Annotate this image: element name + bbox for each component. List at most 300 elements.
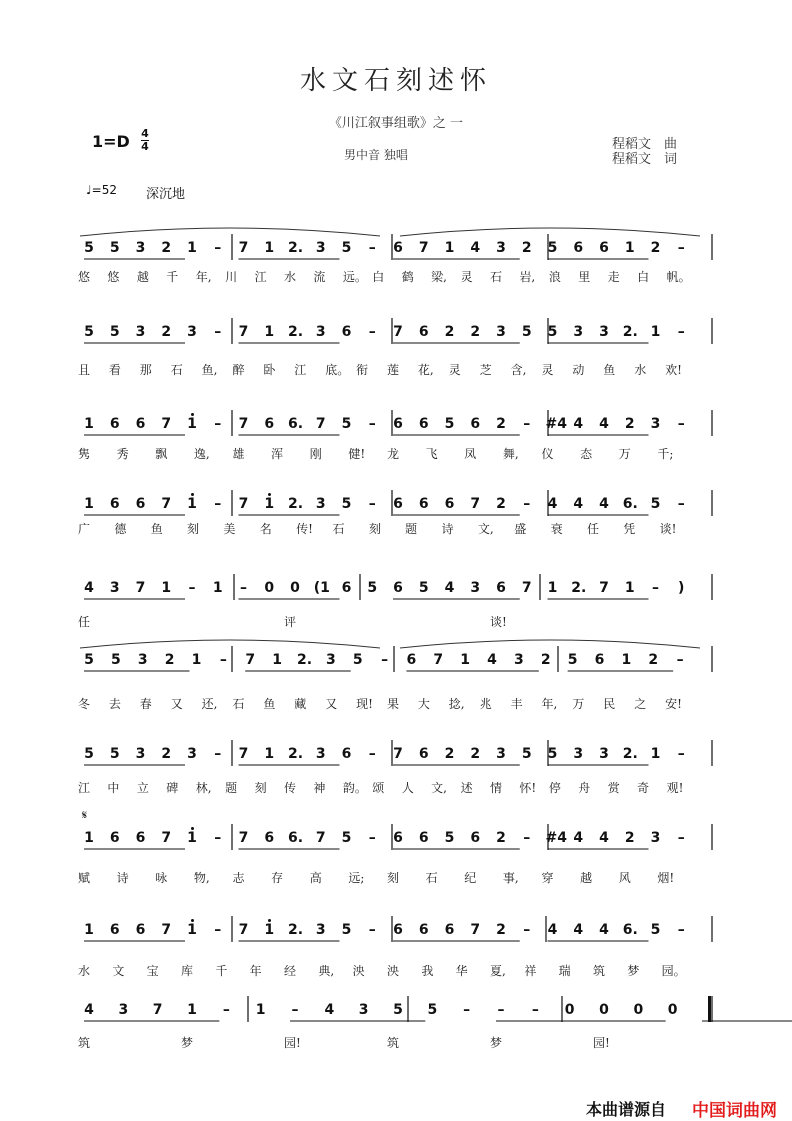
composer-credit: 程稻文 曲 <box>612 137 678 152</box>
note: 7 <box>238 416 249 432</box>
note: 7 <box>315 416 326 432</box>
expression-marking: 深沉地 <box>146 187 186 202</box>
note: 1 <box>460 652 471 668</box>
note: 2 <box>164 652 175 668</box>
note: 5 <box>418 580 429 596</box>
note: 3 <box>187 324 197 340</box>
lyric-syllable: 衔 <box>356 363 369 377</box>
note: 6 <box>135 830 146 846</box>
lyric-syllable: 盛 <box>514 522 527 536</box>
lyric-syllable: 题 <box>225 781 238 795</box>
note: 3 <box>496 324 506 340</box>
note: 5 <box>547 240 558 256</box>
note: 6 <box>393 830 403 846</box>
notation-line <box>0 922 792 946</box>
note: 2. <box>288 324 304 340</box>
lyric-syllable: 筑 <box>593 964 606 978</box>
song-title: 水文石刻述怀 <box>299 66 492 96</box>
note: – <box>368 416 376 432</box>
note: – <box>523 922 531 938</box>
note: 6 <box>109 496 120 512</box>
note: 2 <box>496 416 506 432</box>
note: 7 <box>521 580 532 596</box>
lyric-syllable: 秀 <box>116 447 129 461</box>
note: 2 <box>444 324 455 340</box>
note: 2 <box>648 652 659 668</box>
lyric-syllable: 江 <box>254 270 267 284</box>
note: – <box>677 496 685 512</box>
lyric-syllable: 谈! <box>490 615 507 629</box>
note: 5 <box>393 1002 403 1018</box>
lyric-syllable: 态 <box>580 447 593 461</box>
note: 0 <box>564 1002 575 1018</box>
tempo-marking: ♩=52 <box>86 183 117 197</box>
note: 1 <box>624 240 635 256</box>
note: 2. <box>288 922 304 938</box>
lyric-syllable: 筑 <box>387 1036 400 1050</box>
note: 6 <box>418 922 429 938</box>
note: 2 <box>650 240 661 256</box>
note: 3 <box>573 746 584 762</box>
note: 6 <box>135 922 146 938</box>
lyric-syllable: 水 <box>284 270 297 284</box>
phrase-slur <box>400 640 700 648</box>
note: 2 <box>161 746 172 762</box>
lyric-syllable: 凤 <box>464 447 477 461</box>
note: 3 <box>315 240 326 256</box>
note: 4 <box>84 1002 94 1018</box>
note: 5 <box>109 746 120 762</box>
lyric-syllable: 瑞 <box>558 964 571 978</box>
lyric-syllable: 观! <box>666 781 684 795</box>
note: 2 <box>521 240 532 256</box>
lyric-syllable: 名 <box>259 522 272 536</box>
note: – <box>240 580 247 596</box>
note: 7 <box>470 496 481 512</box>
lyric-syllable: 水 <box>634 363 647 377</box>
lyrics-line <box>0 869 792 887</box>
lyric-syllable: 刚 <box>309 447 322 461</box>
lyric-syllable: 停 <box>548 781 561 795</box>
lyric-syllable: 悠 <box>107 270 120 284</box>
lyric-syllable: 芝 <box>479 363 492 377</box>
lyric-syllable: 鱼 <box>603 363 616 377</box>
lyric-syllable: 灵 <box>460 270 473 284</box>
note: 3 <box>187 746 197 762</box>
lyric-syllable: 典, <box>318 964 335 978</box>
note: 6. <box>622 922 638 938</box>
lyric-syllable: 帆。 <box>666 270 691 284</box>
note: 6 <box>418 746 429 762</box>
note: 6 <box>109 922 120 938</box>
note: – <box>677 922 685 938</box>
note: 7 <box>161 922 172 938</box>
note: 3 <box>315 746 326 762</box>
note: – <box>523 416 531 432</box>
notation-line <box>0 324 792 348</box>
lyric-syllable: 安! <box>665 697 682 711</box>
lyric-syllable: 任 <box>586 522 599 536</box>
lyric-syllable: 夏, <box>490 964 506 978</box>
lyrics-line <box>0 779 792 797</box>
note: – <box>677 830 685 846</box>
note: 5 <box>547 324 558 340</box>
note: 5 <box>567 652 578 668</box>
phrase-slur <box>400 228 700 236</box>
lyric-syllable: 千 <box>215 964 228 978</box>
lyric-syllable: 岩, <box>519 270 536 284</box>
notation-line <box>0 416 792 440</box>
lyric-syllable: 风 <box>618 871 631 885</box>
lyrics-line <box>0 520 792 538</box>
lyric-syllable: 赏 <box>607 781 620 795</box>
note: 3 <box>135 240 146 256</box>
lyric-syllable: 德 <box>114 522 127 536</box>
note: 3 <box>135 746 146 762</box>
note: 7 <box>418 240 429 256</box>
lyric-syllable: 咏 <box>155 871 168 885</box>
lyric-syllable: 舞, <box>502 447 519 461</box>
note: 3 <box>573 324 584 340</box>
note: – <box>677 416 685 432</box>
note: 6 <box>573 240 584 256</box>
lyric-syllable: 千 <box>166 270 179 284</box>
lyric-syllable: 悠 <box>78 270 91 284</box>
lyric-syllable: 任 <box>78 615 91 629</box>
note: 5 <box>341 416 352 432</box>
lyric-syllable: 园! <box>593 1036 610 1050</box>
note: 6 <box>594 652 605 668</box>
note: 1 <box>84 416 94 432</box>
lyric-syllable: 石 <box>490 270 503 284</box>
lyric-syllable: 底。 <box>325 363 350 377</box>
note: 6 <box>406 652 417 668</box>
lyric-syllable: 纪 <box>464 871 477 885</box>
lyric-syllable: 衰 <box>550 522 563 536</box>
note: 4 <box>573 496 584 512</box>
note: 7 <box>393 746 403 762</box>
note: 1 <box>621 652 632 668</box>
lyric-syllable: 走 <box>607 270 620 284</box>
lyric-syllable: 情 <box>490 781 503 795</box>
note: 7 <box>315 830 326 846</box>
note: 3 <box>599 324 609 340</box>
note: 7 <box>599 580 609 596</box>
lyrics-line <box>0 962 792 980</box>
lyric-syllable: 穿 <box>541 871 554 885</box>
note: 1 <box>191 652 202 668</box>
note: 1 <box>212 580 223 596</box>
lyric-syllable: 刻 <box>254 781 267 795</box>
note: 4 <box>84 580 94 596</box>
lyric-syllable: 看 <box>108 363 121 377</box>
note: – <box>214 496 222 512</box>
note: 0 <box>290 580 300 596</box>
note: 3 <box>514 652 524 668</box>
note: 4 <box>573 416 584 432</box>
note: 1 <box>547 580 558 596</box>
lyric-syllable: 鱼 <box>263 697 276 711</box>
note: ) <box>678 580 685 596</box>
note: 2. <box>622 324 638 340</box>
lyric-syllable: 醉 <box>232 363 245 377</box>
note: – <box>214 324 222 340</box>
note: 7 <box>238 324 249 340</box>
note: 1 <box>272 652 282 668</box>
note: – <box>531 1002 539 1018</box>
note: 6 <box>393 580 403 596</box>
lyric-syllable: 石 <box>170 363 183 377</box>
note: 1 <box>84 830 94 846</box>
lyric-syllable: 文, <box>477 522 494 536</box>
lyric-syllable: 龙 <box>387 447 400 461</box>
lyric-syllable: 物, <box>193 871 210 885</box>
note: 3 <box>315 496 326 512</box>
note: 1 <box>161 580 172 596</box>
lyric-syllable: 去 <box>108 697 121 711</box>
note: 6 <box>418 830 429 846</box>
note: 1 <box>262 496 276 512</box>
lyric-syllable: 且 <box>78 363 91 377</box>
lyric-syllable: 碑 <box>166 781 179 795</box>
note: 1 <box>444 240 455 256</box>
note: 0 <box>599 1002 609 1018</box>
note: 7 <box>135 580 146 596</box>
note: 3 <box>650 830 661 846</box>
lyric-syllable: 诗 <box>441 522 454 536</box>
lyric-syllable: 筑 <box>78 1036 91 1050</box>
lyric-syllable: 丰 <box>510 697 523 711</box>
note: 1 <box>185 922 199 938</box>
note: 1 <box>84 922 94 938</box>
note: 5 <box>650 496 661 512</box>
lyric-syllable: 远。 <box>342 270 367 284</box>
lyric-syllable: 灵 <box>541 363 554 377</box>
note: 4 <box>599 416 609 432</box>
note: #4 <box>545 416 567 432</box>
lyric-syllable: 奇 <box>637 781 650 795</box>
notation-line <box>0 496 792 520</box>
note: – <box>214 830 222 846</box>
note: – <box>291 1002 299 1018</box>
lyric-syllable: 逸, <box>193 447 210 461</box>
note: 4 <box>324 1002 335 1018</box>
lyric-syllable: 存 <box>271 871 284 885</box>
note: – <box>523 496 531 512</box>
note: 1 <box>187 1002 197 1018</box>
note: 2 <box>624 416 635 432</box>
note: – <box>497 1002 505 1018</box>
note: 6 <box>135 496 146 512</box>
note: – <box>523 830 531 846</box>
lyric-syllable: 果 <box>387 697 400 711</box>
note: 0 <box>667 1002 678 1018</box>
note: 3 <box>496 240 506 256</box>
note: 3 <box>496 746 506 762</box>
note: – <box>222 1002 230 1018</box>
note: 1 <box>84 496 94 512</box>
note: 1 <box>264 746 275 762</box>
note: 6 <box>341 324 352 340</box>
note: 0 <box>264 580 275 596</box>
note: 2 <box>161 324 172 340</box>
lyric-syllable: 经 <box>284 964 297 978</box>
note: 6 <box>393 240 403 256</box>
lyric-syllable: 颂 <box>372 781 385 795</box>
note: – <box>219 652 227 668</box>
note: 7 <box>161 416 172 432</box>
note: 4 <box>547 496 558 512</box>
note: 6. <box>288 416 304 432</box>
lyric-syllable: 浪 <box>548 270 561 284</box>
lyric-syllable: 述 <box>460 781 473 795</box>
note: 7 <box>238 830 249 846</box>
lyric-syllable: 园! <box>284 1036 301 1050</box>
note: 2. <box>622 746 638 762</box>
lyric-syllable: 文 <box>112 964 125 978</box>
lyric-syllable: 兆 <box>479 697 492 711</box>
lyric-syllable: 里 <box>578 270 591 284</box>
lyric-syllable: 梦 <box>181 1036 194 1050</box>
lyric-syllable: 流 <box>313 270 326 284</box>
note: 3 <box>358 1002 369 1018</box>
note: 7 <box>245 652 256 668</box>
note: – <box>368 746 376 762</box>
lyric-syllable: 梦 <box>490 1036 503 1050</box>
lyric-syllable: 民 <box>603 697 616 711</box>
lyric-syllable: 高 <box>309 871 322 885</box>
note: 7 <box>470 922 481 938</box>
note: 2 <box>496 922 506 938</box>
lyrics-line <box>0 361 792 379</box>
lyric-syllable: 飘 <box>155 447 168 461</box>
lyric-syllable: 鱼, <box>201 363 218 377</box>
note: 4 <box>599 830 609 846</box>
note: – <box>676 652 684 668</box>
lyric-syllable: 年, <box>195 270 212 284</box>
source-site[interactable]: 中国词曲网 <box>692 1101 777 1121</box>
note: – <box>677 746 685 762</box>
note: 1 <box>262 922 276 938</box>
note: 2. <box>288 746 304 762</box>
lyric-syllable: 题 <box>405 522 418 536</box>
lyric-syllable: 评 <box>284 615 297 629</box>
note: 5 <box>427 1002 438 1018</box>
note: 5 <box>110 652 121 668</box>
lyric-syllable: 传! <box>296 522 313 536</box>
lyric-syllable: 刻 <box>387 871 400 885</box>
note: 5 <box>521 746 532 762</box>
lyric-syllable: 中 <box>107 781 120 795</box>
notation-line <box>0 240 792 264</box>
note: 3 <box>137 652 148 668</box>
lyric-syllable: 刻 <box>187 522 200 536</box>
note: 5 <box>84 746 94 762</box>
lyric-syllable: 越 <box>136 270 149 284</box>
lyric-syllable: 灵 <box>448 363 461 377</box>
lyric-syllable: 刻 <box>368 522 381 536</box>
note: – <box>368 496 376 512</box>
note: 6 <box>444 922 455 938</box>
note: 6 <box>418 496 429 512</box>
note: 5 <box>367 580 378 596</box>
note: 3 <box>118 1002 129 1018</box>
lyric-syllable: 怀! <box>519 781 537 795</box>
note: 2. <box>296 652 313 668</box>
note: 2. <box>288 240 304 256</box>
note: 1 <box>185 416 199 432</box>
note: 1 <box>187 240 197 256</box>
phrase-slur <box>80 228 380 236</box>
lyric-syllable: 石 <box>232 697 245 711</box>
lyric-syllable: 石 <box>425 871 438 885</box>
lyric-syllable: 含, <box>510 363 527 377</box>
note: 6 <box>496 580 506 596</box>
note: 5 <box>84 240 94 256</box>
note: 1 <box>185 830 199 846</box>
note: 1 <box>650 324 661 340</box>
notation-line <box>0 580 792 604</box>
note: 2 <box>470 324 481 340</box>
lyric-syllable: 冬 <box>78 697 91 711</box>
lyric-syllable: 诗 <box>116 871 129 885</box>
lyric-syllable: 浑 <box>271 447 284 461</box>
lyric-syllable: 园。 <box>661 964 686 978</box>
note: 3 <box>650 416 661 432</box>
lyric-syllable: 还, <box>201 697 218 711</box>
lyric-syllable: 文, <box>431 781 447 795</box>
lyric-syllable: 石 <box>332 522 345 536</box>
note: – <box>652 580 659 596</box>
note: – <box>214 922 222 938</box>
lyric-syllable: 江 <box>78 781 91 795</box>
note: 5 <box>341 496 352 512</box>
lyric-syllable: 水 <box>78 964 91 978</box>
notation-line <box>0 652 792 676</box>
note: 6 <box>470 416 481 432</box>
key-signature: 1=D <box>92 132 130 151</box>
lyric-syllable: 欢! <box>665 363 682 377</box>
lyric-syllable: 白 <box>637 270 650 284</box>
lyric-syllable: 之 <box>634 697 647 711</box>
note: 0 <box>633 1002 644 1018</box>
note: 7 <box>393 324 403 340</box>
note: 6 <box>135 416 146 432</box>
note: 7 <box>152 1002 163 1018</box>
lyricist-credit: 程稻文 词 <box>612 152 678 167</box>
note: – <box>214 746 222 762</box>
note: 6 <box>109 416 120 432</box>
note: 6 <box>264 830 275 846</box>
note: 5 <box>444 416 455 432</box>
note: 5 <box>650 922 661 938</box>
lyric-syllable: 现! <box>356 697 373 711</box>
lyric-syllable: 又 <box>170 697 183 711</box>
note: 2. <box>571 580 587 596</box>
note: 6 <box>444 496 455 512</box>
lyric-syllable: 神 <box>313 781 326 795</box>
lyric-syllable: 捻, <box>448 697 465 711</box>
lyric-syllable: 韵。 <box>342 781 367 795</box>
note: 7 <box>161 496 172 512</box>
lyric-syllable: 事, <box>502 871 519 885</box>
lyric-syllable: 仪 <box>541 447 554 461</box>
note: 2 <box>444 746 455 762</box>
lyric-syllable: 雄 <box>232 447 245 461</box>
note: 6 <box>109 830 120 846</box>
lyric-syllable: 万 <box>572 697 585 711</box>
note: 5 <box>84 652 94 668</box>
